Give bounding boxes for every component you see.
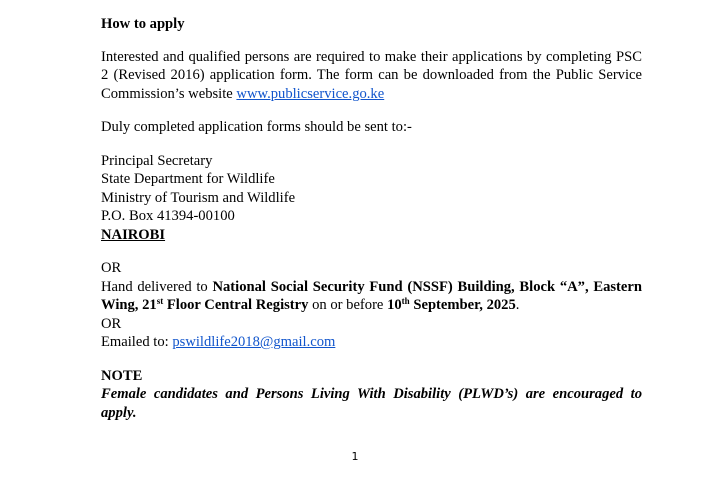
intro-line-3-text: Commission’s website [101, 85, 233, 102]
note-line-1: Female candidates and Persons Living With Disability (PLWD’s) are encouraged to [101, 386, 642, 402]
intro-line-2: 2 (Revised 2016) application form. The form can be downloaded from the Public Service [101, 67, 642, 83]
deadline-ordinal: th [401, 296, 410, 306]
hand-delivery-building: National Social Security Fund (NSSF) Building, Block “A”, Eastern [212, 278, 642, 295]
hand-delivery-line-2 [101, 296, 642, 315]
deadline-day: 10 [387, 297, 402, 313]
intro-line-1: Interested and qualified persons are required to make their applications by completing PSC [101, 48, 642, 65]
address-line-3: Ministry of Tourism and Wildlife [101, 189, 296, 206]
floor-ordinal: st [156, 296, 164, 306]
note-title: NOTE [101, 367, 143, 384]
hand-delivery-line-1 [101, 278, 642, 297]
send-to-text: Duly completed application forms should be sent to:- [101, 119, 412, 135]
hand-delivery-prefix: Hand delivered to [101, 278, 208, 295]
hand-delivery-deadline-label: on or before [312, 297, 384, 313]
address-line-1: Principal Secretary [101, 152, 213, 169]
address-line-4: P.O. Box 41394-00100 [101, 208, 235, 224]
note-line-2: apply. [101, 404, 137, 421]
or-separator-1: OR [101, 260, 122, 276]
address-city: NAIROBI [101, 226, 166, 243]
document-page [101, 15, 642, 422]
email-label: Emailed to: [101, 334, 169, 350]
hand-delivery-wing: Wing, 21 [101, 297, 157, 313]
intro-line-3 [101, 85, 642, 104]
publicservice-link[interactable]: www.publicservice.go.ke [236, 85, 385, 102]
page-number: 1 [351, 450, 359, 463]
deadline-month-year: September, 2025 [413, 297, 516, 313]
email-link[interactable]: pswildlife2018@gmail.com [172, 334, 336, 350]
address-line-2: State Department for Wildlife [101, 171, 275, 187]
hand-delivery-registry: Floor Central Registry [166, 297, 309, 313]
section-heading: How to apply [101, 16, 185, 32]
email-line [101, 333, 642, 352]
hand-delivery-period: . [515, 297, 520, 313]
or-separator-2: OR [101, 315, 122, 332]
